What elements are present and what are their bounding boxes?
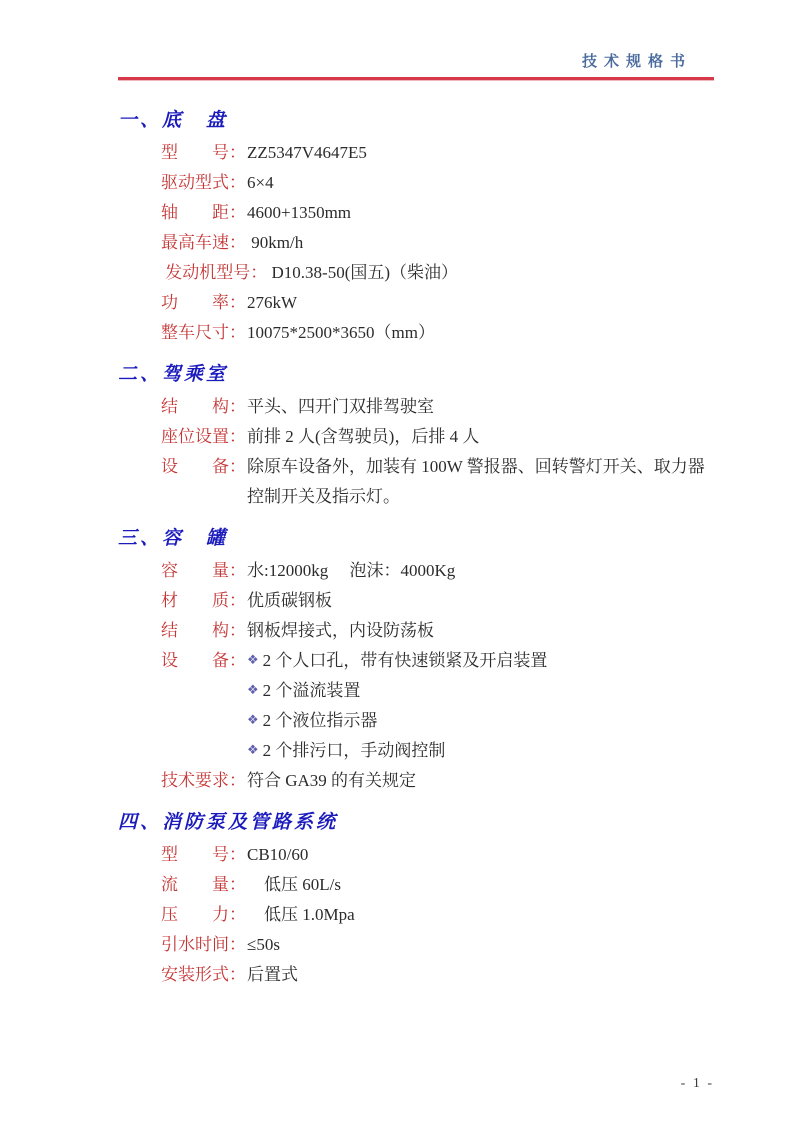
spec-value: 水:12000kg 泡沫：4000Kg: [247, 561, 456, 580]
spec-row: [118, 736, 714, 766]
spec-row: [118, 900, 714, 930]
spec-row: [118, 258, 714, 288]
spec-row: [118, 676, 714, 706]
spec-value: 除原车设备外，加装有 100W 警报器、回转警灯开关、取力器控制开关及指示灯。: [247, 457, 705, 506]
spec-label: 引水时间：: [161, 935, 246, 954]
spec-label: 设 备：: [161, 651, 246, 670]
spec-row: [118, 168, 714, 198]
spec-value: 2 个液位指示器: [262, 711, 378, 730]
spec-value: ≤50s: [247, 935, 280, 954]
spec-row: [118, 706, 714, 736]
spec-label: 型 号：: [161, 845, 246, 864]
spec-value: 平头、四开门双排驾驶室: [247, 397, 434, 416]
spec-row: [118, 766, 714, 796]
spec-row: [118, 198, 714, 228]
diamond-bullet-icon: ❖: [247, 653, 259, 668]
spec-label: 轴 距：: [161, 203, 246, 222]
spec-value: 10075*2500*3650（mm）: [247, 323, 435, 342]
spec-row: [118, 930, 714, 960]
spec-value: 4600+1350mm: [247, 203, 352, 222]
spec-row: [118, 288, 714, 318]
page-number: - 1 -: [680, 1076, 714, 1091]
spec-row: [118, 422, 714, 452]
spec-row: [118, 556, 714, 586]
spec-row: [118, 646, 714, 676]
spec-row: [118, 138, 714, 168]
spec-label: 结 构：: [161, 621, 246, 640]
spec-value: 前排 2 人(含驾驶员)，后排 4 人: [247, 427, 480, 446]
spec-label: 型 号：: [161, 143, 246, 162]
spec-label: 安装形式：: [161, 965, 246, 984]
spec-value: 钢板焊接式，内设防荡板: [247, 621, 434, 640]
section-pump-piping: [118, 808, 714, 990]
section-chassis: [118, 106, 714, 348]
spec-label: 流 量：: [161, 875, 246, 894]
spec-label: 技术要求：: [161, 771, 246, 790]
document-header-title: 技术规格书: [581, 53, 692, 70]
spec-row: [118, 616, 714, 646]
spec-value: 2 个溢流装置: [262, 681, 361, 700]
section-heading: 一、底 盘: [118, 110, 229, 131]
spec-label: 设 备：: [161, 457, 246, 476]
section-cab: [118, 360, 714, 512]
spec-label: 功 率：: [161, 293, 246, 312]
spec-value: 276kW: [247, 293, 298, 312]
spec-value: 低压 1.0Mpa: [247, 905, 355, 924]
spec-value: CB10/60: [247, 845, 309, 864]
spec-label: 材 质：: [161, 591, 246, 610]
spec-value: 后置式: [247, 965, 298, 984]
spec-label: 发动机型号：: [161, 263, 268, 282]
spec-label: 最高车速：: [161, 233, 246, 252]
section-heading: 四、消防泵及管路系统: [118, 812, 339, 833]
spec-value: 2 个人口孔，带有快速锁紧及开启装置: [262, 651, 548, 670]
spec-row: [118, 318, 714, 348]
header-rule-line: [118, 77, 714, 80]
spec-value: D10.38-50(国五)（柴油）: [267, 263, 459, 282]
spec-row: [118, 586, 714, 616]
spec-label: 容 量：: [161, 561, 246, 580]
diamond-bullet-icon: ❖: [247, 713, 259, 728]
spec-row: [118, 870, 714, 900]
spec-label: 座位设置：: [161, 427, 246, 446]
section-heading: 三、容 罐: [118, 528, 229, 549]
diamond-bullet-icon: ❖: [247, 683, 259, 698]
spec-label: 结 构：: [161, 397, 246, 416]
spec-row: [118, 960, 714, 990]
spec-value: ZZ5347V4647E5: [247, 143, 367, 162]
page-content: [118, 50, 714, 990]
spec-label: 驱动型式：: [161, 173, 246, 192]
spec-row: [118, 452, 714, 512]
spec-row: [118, 840, 714, 870]
diamond-bullet-icon: ❖: [247, 743, 259, 758]
spec-value: 低压 60L/s: [247, 875, 341, 894]
spec-row: [118, 228, 714, 258]
spec-value: 符合 GA39 的有关规定: [247, 771, 417, 790]
spec-value: 90km/h: [247, 233, 304, 252]
spec-row: [118, 392, 714, 422]
section-heading: 二、驾乘室: [118, 364, 229, 385]
section-tank: [118, 524, 714, 796]
spec-value: 优质碳钢板: [247, 591, 332, 610]
spec-label: 整车尺寸：: [161, 323, 246, 342]
spec-value: 2 个排污口，手动阀控制: [262, 741, 446, 760]
spec-label: 压 力：: [161, 905, 246, 924]
spec-value: 6×4: [247, 173, 274, 192]
